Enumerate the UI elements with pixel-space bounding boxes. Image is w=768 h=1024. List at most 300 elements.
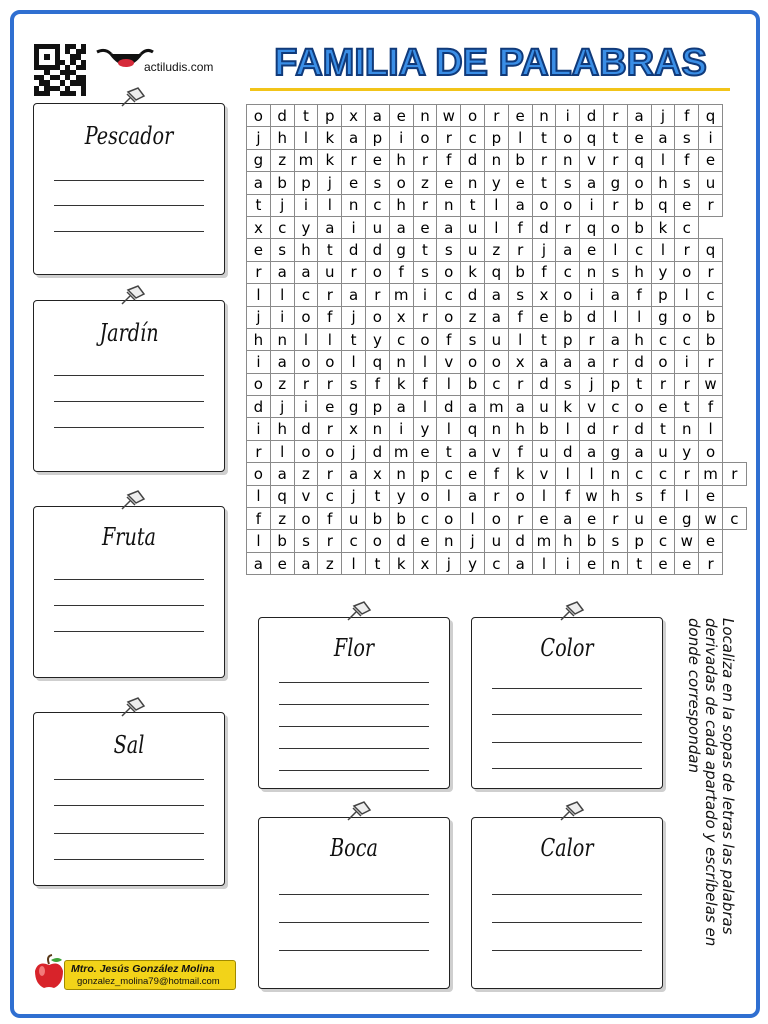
grid-cell[interactable]: n xyxy=(413,105,437,127)
grid-cell[interactable]: k xyxy=(318,127,342,149)
grid-cell[interactable]: s xyxy=(342,373,366,395)
grid-cell[interactable]: j xyxy=(247,306,271,328)
grid-cell[interactable]: k xyxy=(389,552,413,574)
grid-cell[interactable]: i xyxy=(247,418,271,440)
grid-cell[interactable]: b xyxy=(699,306,723,328)
grid-cell[interactable]: k xyxy=(508,463,532,485)
grid-cell[interactable]: c xyxy=(675,216,699,238)
grid-cell[interactable]: f xyxy=(651,485,675,507)
grid-cell[interactable]: o xyxy=(413,328,437,350)
grid-cell[interactable]: c xyxy=(722,508,746,530)
answer-line[interactable] xyxy=(279,894,429,895)
grid-cell[interactable]: x xyxy=(342,418,366,440)
answer-line[interactable] xyxy=(492,688,642,689)
grid-cell[interactable]: n xyxy=(365,418,389,440)
grid-cell[interactable]: r xyxy=(675,463,699,485)
grid-cell[interactable]: z xyxy=(318,552,342,574)
grid-cell[interactable]: r xyxy=(675,239,699,261)
grid-cell[interactable]: n xyxy=(580,261,604,283)
grid-cell[interactable]: a xyxy=(580,440,604,462)
answer-line[interactable] xyxy=(54,375,204,376)
grid-cell[interactable]: r xyxy=(699,194,723,216)
grid-cell[interactable]: x xyxy=(365,463,389,485)
grid-cell[interactable]: x xyxy=(532,284,556,306)
grid-cell[interactable]: u xyxy=(532,396,556,418)
answer-line[interactable] xyxy=(54,427,204,428)
grid-cell[interactable]: s xyxy=(294,530,318,552)
grid-cell[interactable]: o xyxy=(294,508,318,530)
grid-cell[interactable]: s xyxy=(270,239,294,261)
grid-cell[interactable]: s xyxy=(603,261,627,283)
grid-cell[interactable]: d xyxy=(365,239,389,261)
grid-cell[interactable]: l xyxy=(651,239,675,261)
grid-cell[interactable]: m xyxy=(389,284,413,306)
grid-cell[interactable]: l xyxy=(484,216,508,238)
grid-cell[interactable]: a xyxy=(580,172,604,194)
grid-cell[interactable]: f xyxy=(675,105,699,127)
grid-cell[interactable]: r xyxy=(318,284,342,306)
grid-cell[interactable]: f xyxy=(389,261,413,283)
grid-cell[interactable]: o xyxy=(365,261,389,283)
grid-cell[interactable]: o xyxy=(461,351,485,373)
grid-cell[interactable]: d xyxy=(580,105,604,127)
grid-cell[interactable]: s xyxy=(603,530,627,552)
grid-cell[interactable]: c xyxy=(699,284,723,306)
grid-cell[interactable]: f xyxy=(365,373,389,395)
grid-cell[interactable]: o xyxy=(437,306,461,328)
grid-cell[interactable]: j xyxy=(342,306,366,328)
grid-cell[interactable]: o xyxy=(413,485,437,507)
grid-cell[interactable]: h xyxy=(603,485,627,507)
grid-cell[interactable]: l xyxy=(413,396,437,418)
grid-cell[interactable]: r xyxy=(556,216,580,238)
grid-cell[interactable]: f xyxy=(413,373,437,395)
answer-line[interactable] xyxy=(54,231,204,232)
grid-cell[interactable]: q xyxy=(699,239,723,261)
grid-cell[interactable]: p xyxy=(365,396,389,418)
grid-cell[interactable]: m xyxy=(294,149,318,171)
grid-cell[interactable]: r xyxy=(603,194,627,216)
grid-cell[interactable]: t xyxy=(365,485,389,507)
grid-cell[interactable]: m xyxy=(532,530,556,552)
grid-cell[interactable]: n xyxy=(603,463,627,485)
grid-cell[interactable]: l xyxy=(580,463,604,485)
grid-cell[interactable]: o xyxy=(413,127,437,149)
grid-cell[interactable]: s xyxy=(437,239,461,261)
grid-cell[interactable]: t xyxy=(627,552,651,574)
grid-cell[interactable]: t xyxy=(627,373,651,395)
grid-cell[interactable]: y xyxy=(365,328,389,350)
grid-cell[interactable]: e xyxy=(318,396,342,418)
grid-cell[interactable]: i xyxy=(294,194,318,216)
grid-cell[interactable]: r xyxy=(318,418,342,440)
grid-cell[interactable]: a xyxy=(651,127,675,149)
grid-cell[interactable]: c xyxy=(484,373,508,395)
grid-cell[interactable]: z xyxy=(461,306,485,328)
grid-cell[interactable]: l xyxy=(556,463,580,485)
grid-cell[interactable]: c xyxy=(484,552,508,574)
grid-cell[interactable]: r xyxy=(365,284,389,306)
grid-cell[interactable]: b xyxy=(461,373,485,395)
grid-cell[interactable]: g xyxy=(651,306,675,328)
grid-cell[interactable]: b xyxy=(389,508,413,530)
grid-cell[interactable]: a xyxy=(342,127,366,149)
grid-cell[interactable]: a xyxy=(437,216,461,238)
grid-cell[interactable]: j xyxy=(342,440,366,462)
grid-cell[interactable]: x xyxy=(389,306,413,328)
grid-cell[interactable]: l xyxy=(675,284,699,306)
answer-line[interactable] xyxy=(279,726,429,727)
grid-cell[interactable]: i xyxy=(413,284,437,306)
grid-cell[interactable]: p xyxy=(484,127,508,149)
grid-cell[interactable]: p xyxy=(651,284,675,306)
grid-cell[interactable]: o xyxy=(247,463,271,485)
grid-cell[interactable]: e xyxy=(675,194,699,216)
grid-cell[interactable]: e xyxy=(651,552,675,574)
grid-cell[interactable]: r xyxy=(722,463,746,485)
grid-cell[interactable]: r xyxy=(603,149,627,171)
grid-cell[interactable]: r xyxy=(484,105,508,127)
grid-cell[interactable]: i xyxy=(580,194,604,216)
grid-cell[interactable]: l xyxy=(318,328,342,350)
grid-cell[interactable]: x xyxy=(342,105,366,127)
grid-cell[interactable]: a xyxy=(294,261,318,283)
grid-cell[interactable]: z xyxy=(270,508,294,530)
grid-cell[interactable]: r xyxy=(413,194,437,216)
answer-line[interactable] xyxy=(54,401,204,402)
grid-cell[interactable]: f xyxy=(532,261,556,283)
grid-cell[interactable]: e xyxy=(437,172,461,194)
grid-cell[interactable]: a xyxy=(342,284,366,306)
grid-cell[interactable]: y xyxy=(389,485,413,507)
grid-cell[interactable]: o xyxy=(365,306,389,328)
grid-cell[interactable]: f xyxy=(675,149,699,171)
grid-cell[interactable]: d xyxy=(342,239,366,261)
grid-cell[interactable]: j xyxy=(270,396,294,418)
grid-cell[interactable]: r xyxy=(318,530,342,552)
grid-cell[interactable]: m xyxy=(699,463,723,485)
grid-cell[interactable]: t xyxy=(603,127,627,149)
grid-cell[interactable]: h xyxy=(294,239,318,261)
grid-cell[interactable]: z xyxy=(270,373,294,395)
grid-cell[interactable]: a xyxy=(389,396,413,418)
grid-cell[interactable]: x xyxy=(247,216,271,238)
grid-cell[interactable]: r xyxy=(699,261,723,283)
grid-cell[interactable]: e xyxy=(627,127,651,149)
grid-cell[interactable]: o xyxy=(318,351,342,373)
grid-cell[interactable]: l xyxy=(532,485,556,507)
grid-cell[interactable]: i xyxy=(247,351,271,373)
grid-cell[interactable]: w xyxy=(580,485,604,507)
grid-cell[interactable]: e xyxy=(413,216,437,238)
grid-cell[interactable]: c xyxy=(627,463,651,485)
grid-cell[interactable]: v xyxy=(532,463,556,485)
grid-cell[interactable]: t xyxy=(342,328,366,350)
grid-cell[interactable]: a xyxy=(389,216,413,238)
grid-cell[interactable]: e xyxy=(508,105,532,127)
grid-cell[interactable]: e xyxy=(365,149,389,171)
grid-cell[interactable]: o xyxy=(484,508,508,530)
grid-cell[interactable]: r xyxy=(247,440,271,462)
answer-line[interactable] xyxy=(54,805,204,806)
grid-cell[interactable]: b xyxy=(270,530,294,552)
grid-cell[interactable]: f xyxy=(318,508,342,530)
grid-cell[interactable]: g xyxy=(389,239,413,261)
grid-cell[interactable]: i xyxy=(389,418,413,440)
grid-cell[interactable]: z xyxy=(484,239,508,261)
grid-cell[interactable]: r xyxy=(532,149,556,171)
grid-cell[interactable]: b xyxy=(532,418,556,440)
grid-cell[interactable]: i xyxy=(580,284,604,306)
grid-cell[interactable]: b xyxy=(627,194,651,216)
grid-cell[interactable]: l xyxy=(508,328,532,350)
grid-cell[interactable]: o xyxy=(461,105,485,127)
grid-cell[interactable]: n xyxy=(484,149,508,171)
grid-cell[interactable]: c xyxy=(603,396,627,418)
grid-cell[interactable]: n xyxy=(556,149,580,171)
grid-cell[interactable]: s xyxy=(413,261,437,283)
grid-cell[interactable]: r xyxy=(342,149,366,171)
answer-line[interactable] xyxy=(279,950,429,951)
grid-cell[interactable]: l xyxy=(651,149,675,171)
grid-cell[interactable]: g xyxy=(247,149,271,171)
grid-cell[interactable]: h xyxy=(651,172,675,194)
grid-cell[interactable]: n xyxy=(675,418,699,440)
grid-cell[interactable]: e xyxy=(651,508,675,530)
grid-cell[interactable]: q xyxy=(699,105,723,127)
grid-cell[interactable]: d xyxy=(294,418,318,440)
answer-line[interactable] xyxy=(492,714,642,715)
grid-cell[interactable]: p xyxy=(365,127,389,149)
grid-cell[interactable]: d xyxy=(580,306,604,328)
grid-cell[interactable]: a xyxy=(270,261,294,283)
grid-cell[interactable]: t xyxy=(532,172,556,194)
grid-cell[interactable]: r xyxy=(675,373,699,395)
grid-cell[interactable]: a xyxy=(532,351,556,373)
grid-cell[interactable]: c xyxy=(389,328,413,350)
grid-cell[interactable]: o xyxy=(247,373,271,395)
grid-cell[interactable]: c xyxy=(651,328,675,350)
grid-cell[interactable]: r xyxy=(318,373,342,395)
grid-cell[interactable]: p xyxy=(413,463,437,485)
grid-cell[interactable]: t xyxy=(437,440,461,462)
grid-cell[interactable]: i xyxy=(294,396,318,418)
grid-cell[interactable]: p xyxy=(627,530,651,552)
grid-cell[interactable]: h xyxy=(508,418,532,440)
grid-cell[interactable]: a xyxy=(461,440,485,462)
grid-cell[interactable]: s xyxy=(556,172,580,194)
grid-cell[interactable]: k xyxy=(461,261,485,283)
grid-cell[interactable]: a xyxy=(247,172,271,194)
grid-cell[interactable]: t xyxy=(247,194,271,216)
grid-cell[interactable]: c xyxy=(270,216,294,238)
grid-cell[interactable]: j xyxy=(532,239,556,261)
grid-cell[interactable]: e xyxy=(651,396,675,418)
grid-cell[interactable]: d xyxy=(627,418,651,440)
grid-cell[interactable]: v xyxy=(437,351,461,373)
grid-cell[interactable]: a xyxy=(342,463,366,485)
grid-cell[interactable]: o xyxy=(294,306,318,328)
grid-cell[interactable]: y xyxy=(294,216,318,238)
grid-cell[interactable]: f xyxy=(437,149,461,171)
answer-line[interactable] xyxy=(279,682,429,683)
answer-line[interactable] xyxy=(54,205,204,206)
grid-cell[interactable]: h xyxy=(270,418,294,440)
grid-cell[interactable]: x xyxy=(508,351,532,373)
grid-cell[interactable]: v xyxy=(484,440,508,462)
grid-cell[interactable]: o xyxy=(437,508,461,530)
grid-cell[interactable]: c xyxy=(461,127,485,149)
grid-cell[interactable]: j xyxy=(247,127,271,149)
grid-cell[interactable]: s xyxy=(461,328,485,350)
grid-cell[interactable]: n xyxy=(603,552,627,574)
grid-cell[interactable]: u xyxy=(651,440,675,462)
grid-cell[interactable]: q xyxy=(580,216,604,238)
grid-cell[interactable]: f xyxy=(508,306,532,328)
grid-cell[interactable]: l xyxy=(675,485,699,507)
grid-cell[interactable]: e xyxy=(580,552,604,574)
grid-cell[interactable]: g xyxy=(603,172,627,194)
grid-cell[interactable]: i xyxy=(389,127,413,149)
grid-cell[interactable]: e xyxy=(580,239,604,261)
grid-cell[interactable]: e xyxy=(413,530,437,552)
grid-cell[interactable]: o xyxy=(556,284,580,306)
answer-line[interactable] xyxy=(492,922,642,923)
answer-line[interactable] xyxy=(279,704,429,705)
grid-cell[interactable]: l xyxy=(342,552,366,574)
grid-cell[interactable]: t xyxy=(294,105,318,127)
grid-cell[interactable]: s xyxy=(556,373,580,395)
answer-line[interactable] xyxy=(54,180,204,181)
grid-cell[interactable]: k xyxy=(556,396,580,418)
grid-cell[interactable]: a xyxy=(603,284,627,306)
answer-line[interactable] xyxy=(492,768,642,769)
answer-line[interactable] xyxy=(492,894,642,895)
grid-cell[interactable]: r xyxy=(603,351,627,373)
grid-cell[interactable]: e xyxy=(413,440,437,462)
grid-cell[interactable]: d xyxy=(532,373,556,395)
grid-cell[interactable]: a xyxy=(603,328,627,350)
grid-cell[interactable]: c xyxy=(556,261,580,283)
grid-cell[interactable]: z xyxy=(270,149,294,171)
grid-cell[interactable]: a xyxy=(556,351,580,373)
grid-cell[interactable]: l xyxy=(603,306,627,328)
grid-cell[interactable]: a xyxy=(461,396,485,418)
grid-cell[interactable]: i xyxy=(342,216,366,238)
grid-cell[interactable]: i xyxy=(675,351,699,373)
grid-cell[interactable]: r xyxy=(699,552,723,574)
grid-cell[interactable]: p xyxy=(603,373,627,395)
grid-cell[interactable]: z xyxy=(294,463,318,485)
grid-cell[interactable]: o xyxy=(247,105,271,127)
grid-cell[interactable]: r xyxy=(603,105,627,127)
grid-cell[interactable]: e xyxy=(699,530,723,552)
grid-cell[interactable]: h xyxy=(389,194,413,216)
grid-cell[interactable]: g xyxy=(675,508,699,530)
grid-cell[interactable]: l xyxy=(437,418,461,440)
grid-cell[interactable]: o xyxy=(651,351,675,373)
grid-cell[interactable]: o xyxy=(532,194,556,216)
grid-cell[interactable]: o xyxy=(437,261,461,283)
grid-cell[interactable]: c xyxy=(675,328,699,350)
answer-line[interactable] xyxy=(279,770,429,771)
grid-cell[interactable]: h xyxy=(270,127,294,149)
grid-cell[interactable]: j xyxy=(318,172,342,194)
grid-cell[interactable]: t xyxy=(461,194,485,216)
grid-cell[interactable]: w xyxy=(675,530,699,552)
grid-cell[interactable]: e xyxy=(270,552,294,574)
grid-cell[interactable]: a xyxy=(247,552,271,574)
grid-cell[interactable]: l xyxy=(627,306,651,328)
grid-cell[interactable]: l xyxy=(413,351,437,373)
grid-cell[interactable]: d xyxy=(461,149,485,171)
grid-cell[interactable]: b xyxy=(270,172,294,194)
grid-cell[interactable]: r xyxy=(603,508,627,530)
grid-cell[interactable]: a xyxy=(556,239,580,261)
grid-cell[interactable]: w xyxy=(699,508,723,530)
grid-cell[interactable]: b xyxy=(508,149,532,171)
grid-cell[interactable]: u xyxy=(342,508,366,530)
grid-cell[interactable]: c xyxy=(627,239,651,261)
grid-cell[interactable]: r xyxy=(437,127,461,149)
grid-cell[interactable]: l xyxy=(508,127,532,149)
grid-cell[interactable]: e xyxy=(389,105,413,127)
grid-cell[interactable]: b xyxy=(580,530,604,552)
grid-cell[interactable]: o xyxy=(675,306,699,328)
grid-cell[interactable]: e xyxy=(342,172,366,194)
grid-cell[interactable]: f xyxy=(508,440,532,462)
grid-cell[interactable]: n xyxy=(389,463,413,485)
grid-cell[interactable]: s xyxy=(675,127,699,149)
grid-cell[interactable]: c xyxy=(318,485,342,507)
grid-cell[interactable]: c xyxy=(365,194,389,216)
grid-cell[interactable]: q xyxy=(484,261,508,283)
grid-cell[interactable]: i xyxy=(556,552,580,574)
grid-cell[interactable]: a xyxy=(556,508,580,530)
grid-cell[interactable]: a xyxy=(318,216,342,238)
grid-cell[interactable]: p xyxy=(556,328,580,350)
grid-cell[interactable]: u xyxy=(461,216,485,238)
grid-cell[interactable]: y xyxy=(651,261,675,283)
grid-cell[interactable]: e xyxy=(580,508,604,530)
grid-cell[interactable]: n xyxy=(484,418,508,440)
grid-cell[interactable]: d xyxy=(270,105,294,127)
grid-cell[interactable]: n xyxy=(461,172,485,194)
grid-cell[interactable]: d xyxy=(437,396,461,418)
answer-line[interactable] xyxy=(54,605,204,606)
grid-cell[interactable]: d xyxy=(247,396,271,418)
grid-cell[interactable]: v xyxy=(294,485,318,507)
grid-cell[interactable]: k xyxy=(651,216,675,238)
grid-cell[interactable]: s xyxy=(675,172,699,194)
grid-cell[interactable]: p xyxy=(318,105,342,127)
grid-cell[interactable]: f xyxy=(437,328,461,350)
grid-cell[interactable]: o xyxy=(294,351,318,373)
answer-line[interactable] xyxy=(492,950,642,951)
grid-cell[interactable]: y xyxy=(484,172,508,194)
grid-cell[interactable]: a xyxy=(508,194,532,216)
grid-cell[interactable]: r xyxy=(651,373,675,395)
grid-cell[interactable]: z xyxy=(413,172,437,194)
grid-cell[interactable]: d xyxy=(365,440,389,462)
grid-cell[interactable]: c xyxy=(294,284,318,306)
grid-cell[interactable]: j xyxy=(270,194,294,216)
answer-line[interactable] xyxy=(492,742,642,743)
grid-cell[interactable]: s xyxy=(627,485,651,507)
grid-cell[interactable]: n xyxy=(389,351,413,373)
grid-cell[interactable]: x xyxy=(413,552,437,574)
grid-cell[interactable]: q xyxy=(270,485,294,507)
